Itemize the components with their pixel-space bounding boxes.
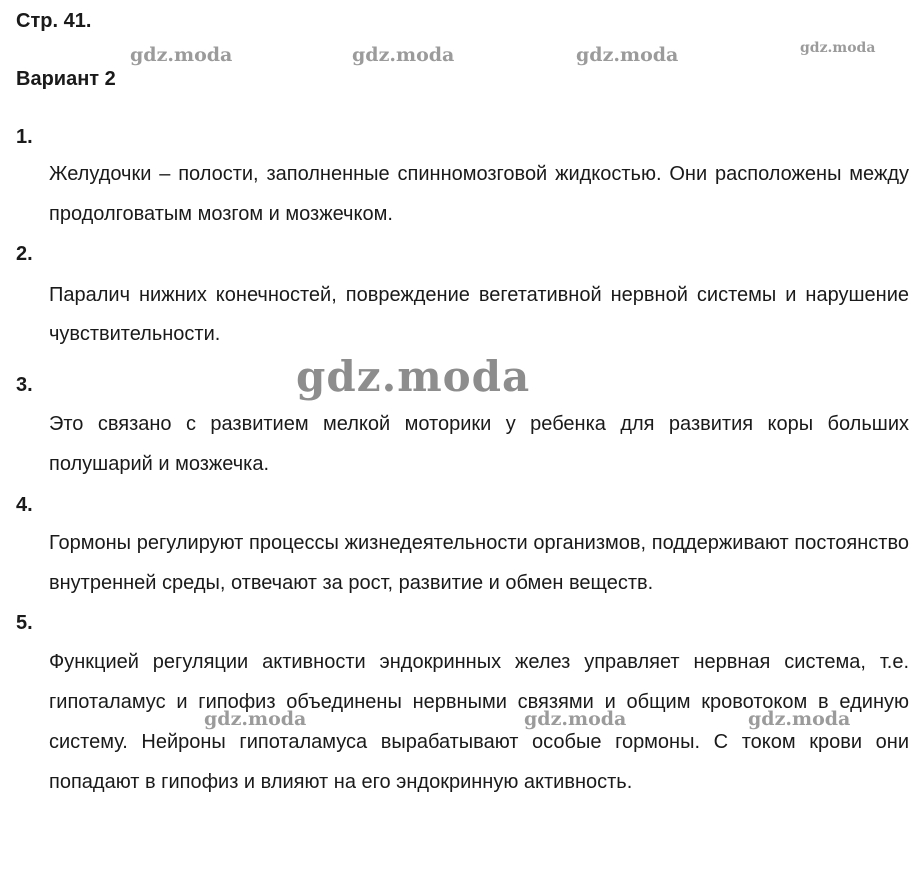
watermark: gdz.moda	[204, 708, 307, 730]
watermark: gdz.moda	[130, 44, 233, 66]
variant-heading: Вариант 2	[16, 68, 116, 90]
answer-number-2: 2.	[16, 243, 33, 265]
watermark: gdz.moda	[576, 44, 679, 66]
watermark: gdz.moda	[352, 44, 455, 66]
answer-text-3: Это связано с развитием мелкой моторики у ребенка для развития коры больших полушарий и мозжечка.	[49, 413, 909, 475]
page-reference: Стр. 41.	[16, 10, 92, 32]
answer-text-5: Функцией регуляции активности эндокринных желез управляет нервная система, т.е. гипоталамус и гипофиз объединены нервными связями и общим кровотоком в единую систему. Нейроны гипоталамуса вырабатывают особые гормоны. С током крови они попадают в гипофиз и влияют на его эндокринную активность.	[49, 651, 909, 793]
answer-number-1: 1.	[16, 126, 33, 148]
answer-number-5: 5.	[16, 612, 33, 634]
watermark: gdz.moda	[800, 40, 876, 56]
watermark: gdz.moda	[748, 708, 851, 730]
answer-number-3: 3.	[16, 374, 33, 396]
watermark-large: gdz.moda	[296, 352, 531, 401]
answer-number-4: 4.	[16, 494, 33, 516]
answer-text-1: Желудочки – полости, заполненные спинномозговой жидкостью. Они расположены между продолговатым мозгом и мозжечком.	[49, 163, 909, 225]
watermark: gdz.moda	[524, 708, 627, 730]
answer-text-4: Гормоны регулируют процессы жизнедеятельности организмов, поддерживают постоянство внутренней среды, отвечают за рост, развитие и обмен веществ.	[49, 532, 909, 594]
answer-text-2: Паралич нижних конечностей, повреждение вегетативной нервной системы и нарушение чувствительности.	[49, 284, 909, 345]
